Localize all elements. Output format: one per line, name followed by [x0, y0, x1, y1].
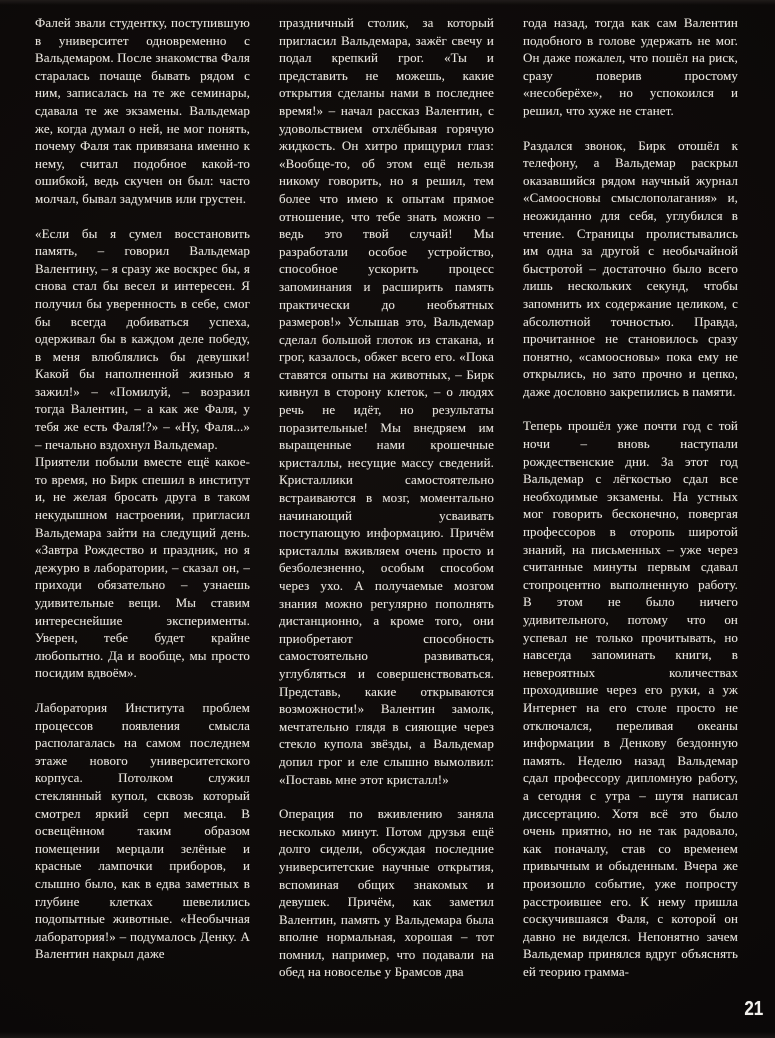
paragraph-col1-intro: Фалей звали студентку, поступившую в университет одновременно с Вальдемаром. После знакомства Фаля старалась почаще бывать рядом с ним, записалась на те же семинары, сдавала те же экзамены. Вальдемар же, когда думал о ней, не мог понять, почему Фаля так привязана именно к нему, считал подобное какой-то ошибкой, ведь скучен он был: часто молчал, бывал задумчив или грустен.	[35, 15, 250, 206]
paragraph-col1-dialogue: «Если бы я сумел восстановить память, – говорил Вальдемар Валентину, – я сразу же воскрес бы, я снова стал бы весел и интересен. Я получил бы уверенность в себе, смог бы всегда добиваться успеха, одерживал бы в каждом деле победу, в меня влюблялись бы девушки! Какой бы наполненной жизнью я зажил!» – «Помилуй, – возразил тогда Валентин, – а как же Фаля, у тебя же есть Фаля!?» – «Ну, Фаля...» – печально вздохнул Вальдемар.	[35, 225, 250, 452]
paragraph-col3-doubt: года назад, тогда как сам Валентин подобного в голове удержать не мог. Он даже пожалел, что пошёл на риск, сразу поверив простому «несоберёхе», но успокоился и решил, что хуже не станет.	[523, 15, 738, 118]
text-column-1	[35, 14, 250, 981]
page-number: 21	[744, 998, 763, 1020]
paragraph-col2-operation: Операция по вживлению заняла несколько минут. Потом друзья ещё долго сидели, обсуждая последние университетские научные открытия, вспоминая общих знакомых и девушек. Причём, как заметил Валентин, память у Вальдемара была вполне нормальная, хорошая – тот помнил, например, что подавали на обед на новоселье у Брамсов два	[279, 806, 494, 980]
text-column-3	[523, 14, 738, 981]
paragraph-col3-year-later: Теперь прошёл уже почти год с той ночи – вновь наступали рождественские дни. За этот год Вальдемар с лёгкостью сдал все необходимые экзамены. На устных мог говорить бесконечно, повергая профессоров в оторопь широтой знаний, на письменных – уже через считанные минуты первым сдавал стопроцентно выполненную работу. В этом не было ничего удивительного, потому что он успевал не только прочитывать, но навсегда запоминать книги, в невероятных количествах проходившие через его руки, а уж Интернет на его столе просто не отключался, переливая океаны информации в Денкову бездонную память. Неделю назад Вальдемар сдал профессору дипломную работу, а сегодня с утра – шутя написал диссертацию. Хотя всё это было очень приятно, но не так радовало, как поначалу, став со временем привычным и обыденным. Вчера же произошло событие, уже попросту расстроившее его. К нему пришла соскучившаяся Фаля, с которой он давно не виделся. Непонятно зачем Вальдемар принялся вдруг объяснять ей теорию грамма-	[523, 418, 738, 979]
paragraph-col3-journal: Раздался звонок, Бирк отошёл к телефону, а Вальдемар раскрыл оказавшийся рядом научный журнал «Самоосновы смыслополагания» и, неожиданно для себя, углубился в чтение. Страницы пролистывались им одна за другой с необычайной быстротой – достаточно было всего лишь нескольких секунд, чтобы запомнить их содержание целиком, с абсолютной точностью. Правда, прочитанное не становилось сразу понятно, «самоосновы» пока ему не открылись, но зато прочно и цепко, даже дословно закрепились в памяти.	[523, 137, 738, 399]
paragraph-col1-invitation: Приятели побыли вместе ещё какое-то время, но Бирк спешил в институт и, не желая бросать друга в таком некудышном настроении, пригласил Вальдемара зайти на следущий день. «Завтра Рождество и праздник, но я дежурю в лаборатории, – сказал он, – приходи обязательно – узнаешь удивительные вещи. Мы ставим интереснейшие эксперименты. Уверен, тебе будет крайне любопытно. Да и вообще, мы просто посидим вдвоём».	[35, 454, 250, 681]
story-text-area	[35, 14, 738, 981]
paragraph-col2-crystals: праздничный столик, за который пригласил Вальдемара, зажёг свечу и подал крепкий грог. «Ты и представить не можешь, какие открытия сделаны нами в последнее время!» – начал рассказ Валентин, с удовольствием отхлёбывая горячую жидкость. Он хитро прищурил глаз: «Вообще-то, об этом ещё нельзя никому говорить, но я решил, тем более что имею к опытам прямое отношение, что тебе знать можно – ведь это твой случай! Мы разработали особое устройство, способное ускорить процесс запоминания и расширить память практически до необъятных размеров!» Услышав это, Вальдемар сделал большой глоток из стакана, и грог, казалось, обжег всего его. «Пока ставятся опыты на животных, – Бирк кивнул в сторону клеток, – о людях речь не идёт, но результаты поразительные! Мы внедряем им выращенные нами крошечные кристаллы, несущие массу сведений. Кристаллики самостоятельно встраиваются в мозг, моментально начинающий усваивать поступающую информацию. Причём кристаллы вживляем очень просто и безболезненно, особым способом через ухо. А получаемые мозгом знания можно регулярно пополнять дистанционно, а кроме того, они приобретают способность самостоятельно развиваться, углубляться и совершенствоваться. Представь, какие открываются возможности!» Валентин замолк, мечтательно глядя в сияющие через стекло купола звёзды, а Вальдемар допил грог и еле слышно вымолвил: «Поставь мне этот кристалл!»	[279, 15, 494, 787]
text-column-2	[279, 14, 494, 981]
paragraph-col1-laboratory: Лаборатория Института проблем процессов появления смысла располагалась на самом последнем этаже нового университетского корпуса. Потолком служил стеклянный купол, сквозь который смотрел яркий серп месяца. В освещённом таким образом помещении мерцали зелёные и красные лампочки приборов, и слышно было, как в едва заметных в глубине клетках шевелились подопытные животные. «Необычная лаборатория!» – подумалось Денку. А Валентин накрыл даже	[35, 699, 250, 962]
